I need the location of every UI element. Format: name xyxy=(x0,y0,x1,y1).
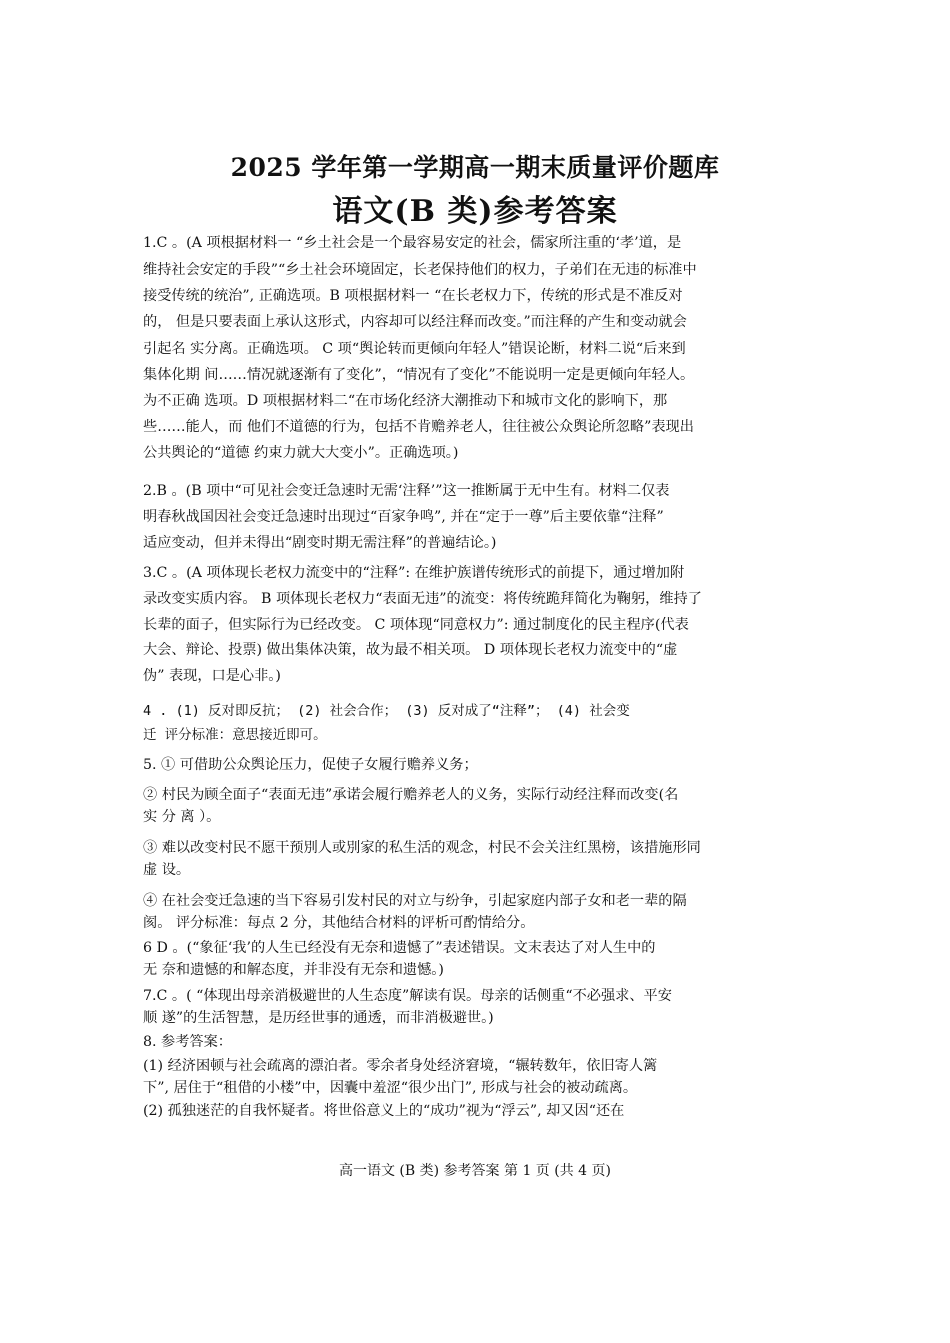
page-footer: 高一语文 (B 类) 参考答案 第 1 页 (共 4 页) xyxy=(338,1163,611,1179)
answer-line: 接受传统的统治”, 正确选项。B 项根据材料一 “在长老权力下，传统的形式是不准反对 xyxy=(143,288,683,304)
answer-line: 4 . (1) 反对即反抗； (2) 社会合作； (3) 反对成了“注释”； (4) 社会变 xyxy=(143,703,630,719)
document-subtitle: 语文(B 类)参考答案 xyxy=(332,194,618,229)
answer-line: 集体化期 间……情况就逐渐有了变化”，“情况有了变化”不能说明一定是更倾向年轻人。 xyxy=(143,367,695,383)
answer-line: 3.C 。(A 项体现长老权力流变中的“注释”: 在维护族谱传统形式的前提下，通过增加附 xyxy=(143,565,685,581)
answer-line: 大会、辩论、投票) 做出集体决策，故为最不相关项。 D 项体现长老权力流变中的“虚 xyxy=(143,642,678,658)
answer-line: 1.C 。(A 项根据材料一 “乡土社会是一个最容易安定的社会，儒家所注重的‘孝’道，是 xyxy=(143,235,682,251)
answer-line: 迁 评分标准：意思接近即可。 xyxy=(143,727,327,743)
answer-line: 的， 但是只要表面上承认这形式，内容却可以经注释而改变。”而注释的产生和变动就会 xyxy=(143,314,687,330)
answer-line: 2.B 。(B 项中“可见社会变迁急速时无需‘注释’”这一推断属于无中生有。材料二仅表 xyxy=(143,483,670,499)
answer-line: ③ 难以改变村民不愿干预別人或別家的私生活的观念，村民不会关注红黑榜，该措施形同 xyxy=(143,840,701,856)
answer-line: 阂。 评分标准：每点 2 分，其他结合材料的评析可酌情给分。 xyxy=(143,915,535,931)
answer-line: 虚 设。 xyxy=(143,862,191,878)
answer-line: 长辈的面子，但实际行为已经改变。 C 项体现“同意权力”: 通过制度化的民主程序(代表 xyxy=(143,617,689,633)
answer-line: 引起名 实分离。正确选项。 C 项“舆论转而更倾向年轻人”错误论断，材料二说“后来到 xyxy=(143,341,686,357)
answer-line: ④ 在社会变迁急速的当下容易引发村民的对立与纷争，引起家庭内部子女和老一辈的隔 xyxy=(143,893,687,909)
answer-line: 8. 参考答案： xyxy=(143,1034,232,1050)
answer-line: 6 D 。(“象征‘我’的人生已经没有无奈和遗憾了”表述错误。文末表达了对人生中的 xyxy=(143,940,656,956)
answer-line: 无 奈和遗憾的和解态度，并非没有无奈和遗憾。) xyxy=(143,962,444,978)
answer-line: ② 村民为顾全面子“表面无违”承诺会履行赡养老人的义务，实际行动经注释而改变(名 xyxy=(143,787,679,803)
answer-line: 实 分 离 ）。 xyxy=(143,809,221,825)
answer-line: (2) 孤独迷茫的自我怀疑者。将世俗意义上的“成功”视为“浮云”, 却又因“还在 xyxy=(143,1103,625,1119)
answer-line: 维持社会安定的手段”“乡土社会环境固定，长老保持他们的权力，子弟们在无违的标准中 xyxy=(143,262,697,278)
answer-line: 5. ① 可借助公众舆论压力，促使子女履行赡养义务； xyxy=(143,757,478,773)
answer-line: 下”, 居住于“租借的小楼”中，因囊中羞涩“很少出门”, 形成与社会的被动疏离。 xyxy=(143,1080,638,1096)
answer-line: 为不正确 选项。D 项根据材料二“在市场化经济大潮推动下和城市文化的影响下，那 xyxy=(143,393,668,409)
answer-line: 明春秋战国因社会变迁急速时出现过“百家争鸣”, 并在“定于一尊”后主要依靠“注释” xyxy=(143,509,664,525)
answer-line: 公共舆论的“道德 约束力就大大变小”。正确选项。) xyxy=(143,445,459,461)
answer-line: 适应变动，但并未得出“剧变时期无需注释”的普遍结论。) xyxy=(143,535,497,551)
answer-line: 录改变实质内容。 B 项体现长老权力“表面无违”的流变：将传统跪拜简化为鞠躬，维持了 xyxy=(143,591,702,607)
answer-line: 些……能人，而 他们不道德的行为，包括不肯赡养老人，往往被公众舆论所忽略”表现出 xyxy=(143,419,694,435)
document-title: 2025 学年第一学期高一期末质量评价题库 xyxy=(230,153,720,182)
answer-line: 7.C 。( “体现出母亲消极避世的人生态度”解读有误。母亲的话侧重“不必强求、平安 xyxy=(143,988,672,1004)
answer-line: 顺 遂”的生活智慧，是历经世事的通透，而非消极避世。) xyxy=(143,1010,494,1026)
answer-line: (1) 经济困顿与社会疏离的漂泊者。零余者身处经济窘境，“辗转数年，依旧寄人篱 xyxy=(143,1058,658,1074)
answer-line: 伪” 表现，口是心非。) xyxy=(143,668,281,684)
